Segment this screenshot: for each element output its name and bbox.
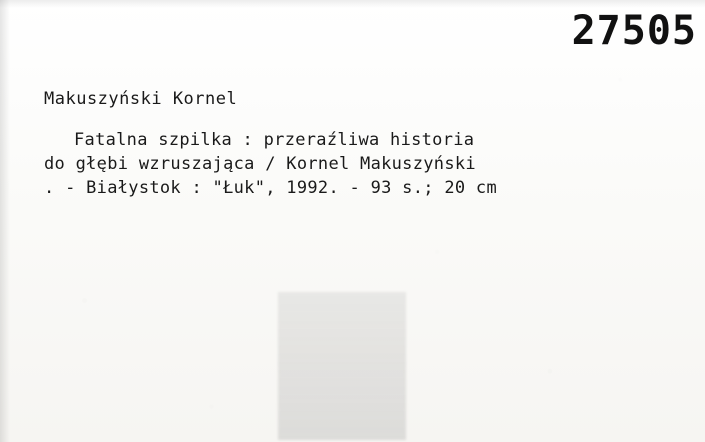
accession-number: 27505 xyxy=(571,8,697,54)
description-line-3: . - Białystok : "Łuk", 1992. - 93 s.; 20 cm xyxy=(44,178,497,199)
bibliographic-record xyxy=(44,88,697,200)
card-top-edge-shadow xyxy=(0,0,705,8)
card-left-edge-shadow xyxy=(0,0,10,442)
author-heading: Makuszyński Kornel xyxy=(44,89,238,109)
description-line-1: Fatalna szpilka : przeraźliwa historia xyxy=(74,130,475,151)
description-line-2: do głębi wzruszająca / Kornel Makuszyński xyxy=(44,154,476,175)
paper-smudge xyxy=(278,292,406,440)
description-block xyxy=(44,128,697,200)
